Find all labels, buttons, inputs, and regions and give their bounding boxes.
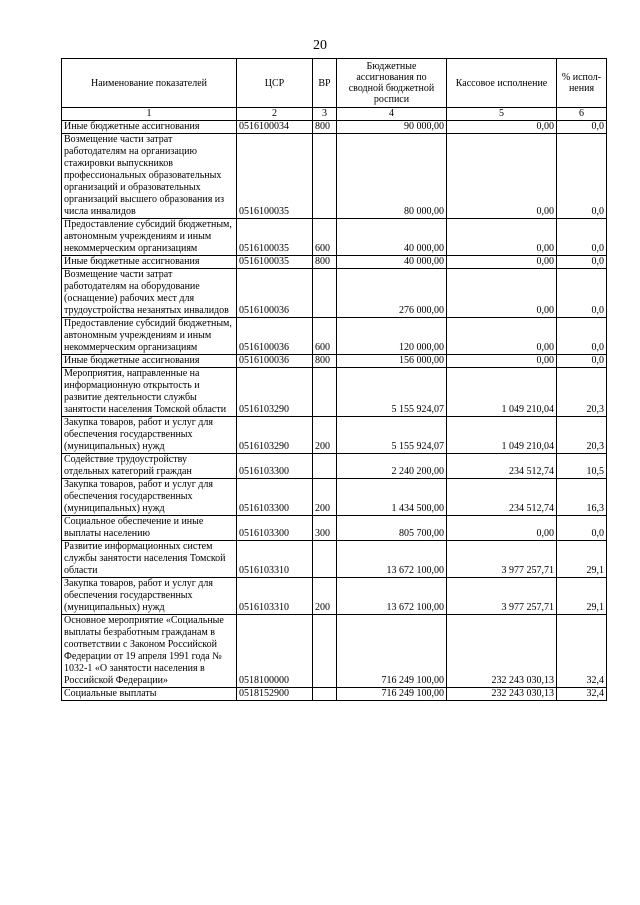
header-name: Наименование показателей (62, 59, 237, 108)
column-number: 5 (447, 108, 557, 121)
cell-budget: 716 249 100,00 (337, 688, 447, 701)
cell-vr: 800 (313, 355, 337, 368)
cell-name: Мероприятия, направленные на информационную открытость и развитие деятельности службы занятости населения Томской области (62, 368, 237, 417)
cell-cash: 0,00 (447, 256, 557, 269)
table-row (62, 454, 607, 479)
header-cash: Кассовое исполнение (447, 59, 557, 108)
cell-csr: 0518100000 (237, 615, 313, 688)
cell-budget: 716 249 100,00 (337, 615, 447, 688)
cell-vr (313, 688, 337, 701)
header-csr: ЦСР (237, 59, 313, 108)
column-number: 2 (237, 108, 313, 121)
cell-cash: 1 049 210,04 (447, 368, 557, 417)
cell-vr: 800 (313, 121, 337, 134)
cell-name: Иные бюджетные ассигнования (62, 121, 237, 134)
table-row (62, 318, 607, 355)
cell-budget: 5 155 924,07 (337, 368, 447, 417)
cell-csr: 0516103300 (237, 516, 313, 541)
column-number: 4 (337, 108, 447, 121)
header-budget: Бюджетные ассигнования по сводной бюджетной росписи (337, 59, 447, 108)
cell-percent: 0,0 (557, 269, 607, 318)
cell-budget: 40 000,00 (337, 219, 447, 256)
cell-percent: 32,4 (557, 615, 607, 688)
table-row (62, 121, 607, 134)
cell-vr (313, 615, 337, 688)
cell-percent: 0,0 (557, 256, 607, 269)
cell-csr: 0516100035 (237, 219, 313, 256)
cell-percent: 32,4 (557, 688, 607, 701)
cell-cash: 3 977 257,71 (447, 578, 557, 615)
table-body (62, 121, 607, 701)
column-number: 3 (313, 108, 337, 121)
table-header-row (62, 59, 607, 108)
cell-csr: 0516100036 (237, 318, 313, 355)
column-number: 6 (557, 108, 607, 121)
cell-budget: 13 672 100,00 (337, 578, 447, 615)
table-row (62, 688, 607, 701)
cell-percent: 16,3 (557, 479, 607, 516)
cell-cash: 0,00 (447, 318, 557, 355)
cell-csr: 0516103300 (237, 454, 313, 479)
cell-name: Предоставление субсидий бюджетным, автономным учреждениям и иным некоммерческим организациям (62, 219, 237, 256)
cell-vr (313, 368, 337, 417)
cell-budget: 156 000,00 (337, 355, 447, 368)
cell-cash: 0,00 (447, 219, 557, 256)
cell-cash: 0,00 (447, 134, 557, 219)
cell-csr: 0516103300 (237, 479, 313, 516)
cell-csr: 0516103310 (237, 541, 313, 578)
cell-percent: 0,0 (557, 355, 607, 368)
cell-name: Социальные выплаты (62, 688, 237, 701)
cell-csr: 0518152900 (237, 688, 313, 701)
cell-budget: 805 700,00 (337, 516, 447, 541)
cell-csr: 0516100035 (237, 256, 313, 269)
cell-cash: 234 512,74 (447, 479, 557, 516)
cell-percent: 0,0 (557, 134, 607, 219)
cell-percent: 0,0 (557, 516, 607, 541)
cell-budget: 120 000,00 (337, 318, 447, 355)
cell-vr: 600 (313, 318, 337, 355)
table-row (62, 219, 607, 256)
page-number: 20 (313, 38, 327, 53)
cell-csr: 0516100034 (237, 121, 313, 134)
column-number-row (62, 108, 607, 121)
cell-cash: 3 977 257,71 (447, 541, 557, 578)
table-row (62, 355, 607, 368)
table-row (62, 479, 607, 516)
cell-csr: 0516103290 (237, 417, 313, 454)
cell-vr (313, 134, 337, 219)
cell-budget: 1 434 500,00 (337, 479, 447, 516)
cell-name: Иные бюджетные ассигнования (62, 256, 237, 269)
cell-name: Возмещение части затрат работодателям на оборудование (оснащение) рабочих мест для трудоустройства незанятых инвалидов (62, 269, 237, 318)
header-percent: % испол-нения (557, 59, 607, 108)
cell-percent: 29,1 (557, 541, 607, 578)
cell-budget: 80 000,00 (337, 134, 447, 219)
cell-vr (313, 269, 337, 318)
cell-percent: 10,5 (557, 454, 607, 479)
cell-name: Возмещение части затрат работодателям на организацию стажировки выпускников профессиональных образовательных организаций и образовательных организаций высшего образования из числа инвалидов (62, 134, 237, 219)
cell-name: Закупка товаров, работ и услуг для обеспечения государственных (муниципальных) нужд (62, 479, 237, 516)
table-row (62, 615, 607, 688)
table-row (62, 516, 607, 541)
cell-csr: 0516100036 (237, 355, 313, 368)
cell-vr: 200 (313, 417, 337, 454)
cell-vr (313, 454, 337, 479)
header-vr: ВР (313, 59, 337, 108)
cell-vr: 200 (313, 578, 337, 615)
cell-budget: 90 000,00 (337, 121, 447, 134)
cell-csr: 0516103310 (237, 578, 313, 615)
cell-name: Развитие информационных систем службы занятости населения Томской области (62, 541, 237, 578)
cell-name: Закупка товаров, работ и услуг для обеспечения государственных (муниципальных) нужд (62, 578, 237, 615)
cell-name: Иные бюджетные ассигнования (62, 355, 237, 368)
table-row (62, 417, 607, 454)
cell-budget: 40 000,00 (337, 256, 447, 269)
cell-cash: 232 243 030,13 (447, 688, 557, 701)
cell-vr: 600 (313, 219, 337, 256)
table-row (62, 134, 607, 219)
cell-name: Основное мероприятие «Социальные выплаты безработным гражданам в соответствии с Законом Российской Федерации от 19 апреля 1991 года № 1032-1 «О занятости населения в Российской Федерации» (62, 615, 237, 688)
cell-percent: 29,1 (557, 578, 607, 615)
cell-percent: 20,3 (557, 417, 607, 454)
cell-cash: 0,00 (447, 516, 557, 541)
cell-name: Предоставление субсидий бюджетным, автономным учреждениям и иным некоммерческим организациям (62, 318, 237, 355)
table-row (62, 541, 607, 578)
cell-budget: 2 240 200,00 (337, 454, 447, 479)
cell-percent: 20,3 (557, 368, 607, 417)
cell-name: Содействие трудоустройству отдельных категорий граждан (62, 454, 237, 479)
cell-cash: 0,00 (447, 269, 557, 318)
cell-budget: 5 155 924,07 (337, 417, 447, 454)
budget-execution-table (61, 58, 607, 701)
cell-cash: 0,00 (447, 121, 557, 134)
cell-name: Закупка товаров, работ и услуг для обеспечения государственных (муниципальных) нужд (62, 417, 237, 454)
cell-name: Социальное обеспечение и иные выплаты населению (62, 516, 237, 541)
table-row (62, 269, 607, 318)
cell-csr: 0516103290 (237, 368, 313, 417)
cell-budget: 13 672 100,00 (337, 541, 447, 578)
cell-percent: 0,0 (557, 121, 607, 134)
column-number: 1 (62, 108, 237, 121)
cell-percent: 0,0 (557, 219, 607, 256)
cell-cash: 232 243 030,13 (447, 615, 557, 688)
cell-csr: 0516100035 (237, 134, 313, 219)
cell-cash: 234 512,74 (447, 454, 557, 479)
cell-vr: 800 (313, 256, 337, 269)
cell-vr: 300 (313, 516, 337, 541)
cell-percent: 0,0 (557, 318, 607, 355)
cell-cash: 1 049 210,04 (447, 417, 557, 454)
table-row (62, 368, 607, 417)
table-row (62, 578, 607, 615)
cell-budget: 276 000,00 (337, 269, 447, 318)
cell-vr: 200 (313, 479, 337, 516)
cell-vr (313, 541, 337, 578)
table-row (62, 256, 607, 269)
cell-csr: 0516100036 (237, 269, 313, 318)
cell-cash: 0,00 (447, 355, 557, 368)
